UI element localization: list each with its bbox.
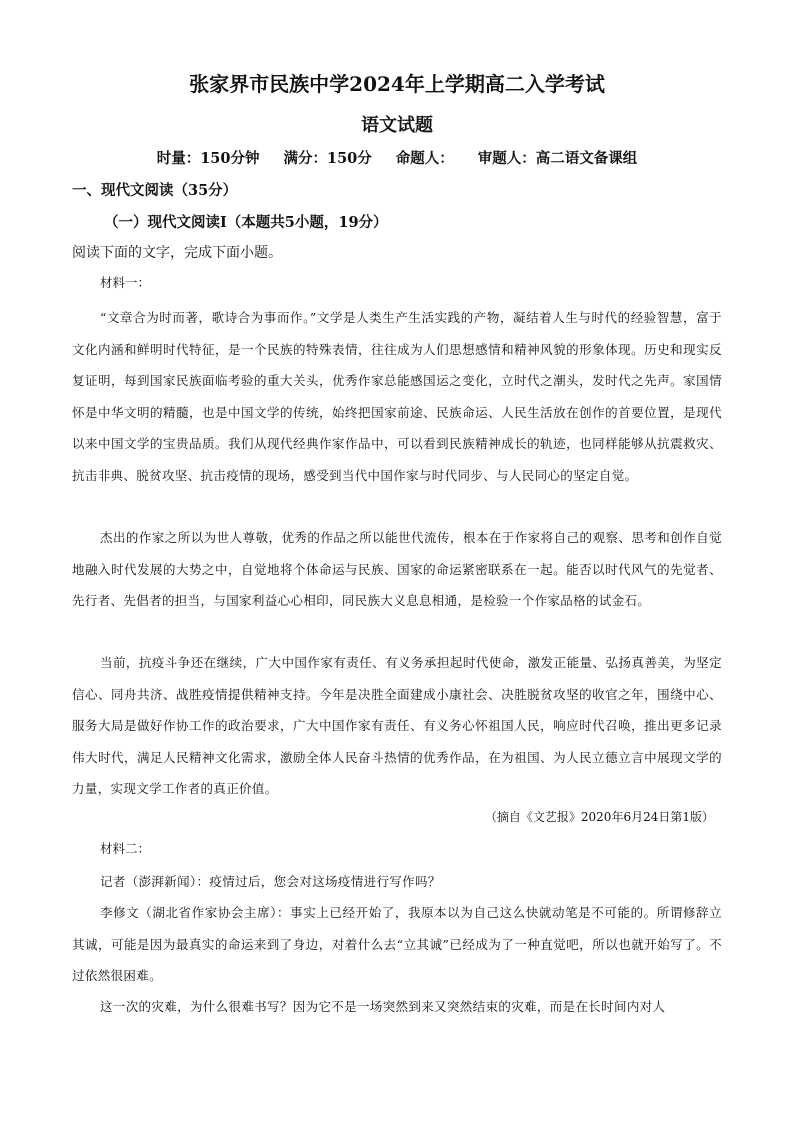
time-limit: 时量：150分钟 bbox=[156, 150, 260, 167]
material1-paragraph: 当前，抗疫斗争还在继续，广大中国作家有责任、有义务承担起时代使命，激发正能量、弘扬真善美，为坚定信心、同舟共济、战胜疫情提供精神支持。今年是决胜全面建成小康社会、决胜脱贫攻坚的收官之年，围绕中心、服务大局是做好作协工作的政治要求，广大中国作家有责任、有义务心怀祖国人民，响应时代召唤，推出更多记录伟大时代，满足人民精神文化需求，激励全体人民奋斗热情的优秀作品，在为祖国、为人民立德立言中展现文学的力量，实现文学工作者的真正价值。 bbox=[72, 655, 722, 796]
setter: 命题人： bbox=[395, 150, 454, 167]
interview-answer: 李修文（湖北省作家协会主席）：事实上已经开始了，我原本以为自己这么快就动笔是不可能的。所谓修辞立其诚，可能是因为最真实的命运来到了身边，对着什么去“立其诚”已经成为了一种直觉吧，所以也就开始写了。不过依然很困难。 bbox=[72, 905, 722, 983]
reading-instruction: 阅读下面的文字，完成下面小题。 bbox=[72, 245, 282, 261]
material1-label: 材料一： bbox=[100, 275, 151, 290]
section-heading: 一、现代文阅读（35分） bbox=[72, 182, 238, 199]
material1-paragraph: 杰出的作家之所以为世人尊敬，优秀的作品之所以能世代流传，根本在于作家将自己的观察、思考和创作自觉地融入时代发展的大势之中，自觉地将个体命运与民族、国家的命运紧密联系在一起。能否以时代风气的先觉者、先行者、先倡者的担当，与国家利益心心相印，同民族大义息息相通，是检验一个作家品格的试金石。 bbox=[72, 530, 722, 608]
material2-label: 材料二： bbox=[100, 841, 151, 856]
interview-question: 记者（澎湃新闻）：疫情过后，您会对这场疫情进行写作吗？ bbox=[100, 874, 441, 889]
exam-title: 张家界市民族中学2024年上学期高二入学考试 bbox=[189, 72, 605, 96]
exam-meta bbox=[0, 148, 794, 170]
material1-source: （摘自《文艺报》2020年6月24日第1版） bbox=[484, 810, 714, 824]
material1-paragraph: “文章合为时而著，歌诗合为事而作。”文学是人类生产生活实践的产物，凝结着人生与时代的经验智慧，富于文化内涵和鲜明时代特征，是一个民族的特殊表情，往往成为人们思想感情和精神风貌的形象体现。历史和现实反复证明，每到国家民族面临考验的重大关头，优秀作家总能感国运之变化，立时代之潮头，发时代之先声。家国情怀是中华文明的精髓，也是中国文学的传统，始终把国家前途、民族命运、人民生活放在创作的首要位置，是现代以来中国文学的宝贵品质。我们从现代经典作家作品中，可以看到民族精神成长的轨迹，也同样能够从抗震救灾、抗击非典、脱贫攻坚、抗击疫情的现场，感受到当代中国作家与时代同步、与人民同心的坚定自觉。 bbox=[72, 310, 722, 483]
subsection-heading: （一）现代文阅读Ⅰ（本题共5小题，19分） bbox=[104, 214, 388, 231]
exam-subtitle: 语文试题 bbox=[361, 115, 433, 136]
reviewer: 审题人：高二语文备课组 bbox=[477, 150, 638, 167]
material2-paragraph: 这一次的灾难，为什么很难书写？因为它不是一场突然到来又突然结束的灾难，而是在长时间内对人 bbox=[100, 999, 666, 1014]
full-score: 满分：150分 bbox=[283, 150, 372, 167]
